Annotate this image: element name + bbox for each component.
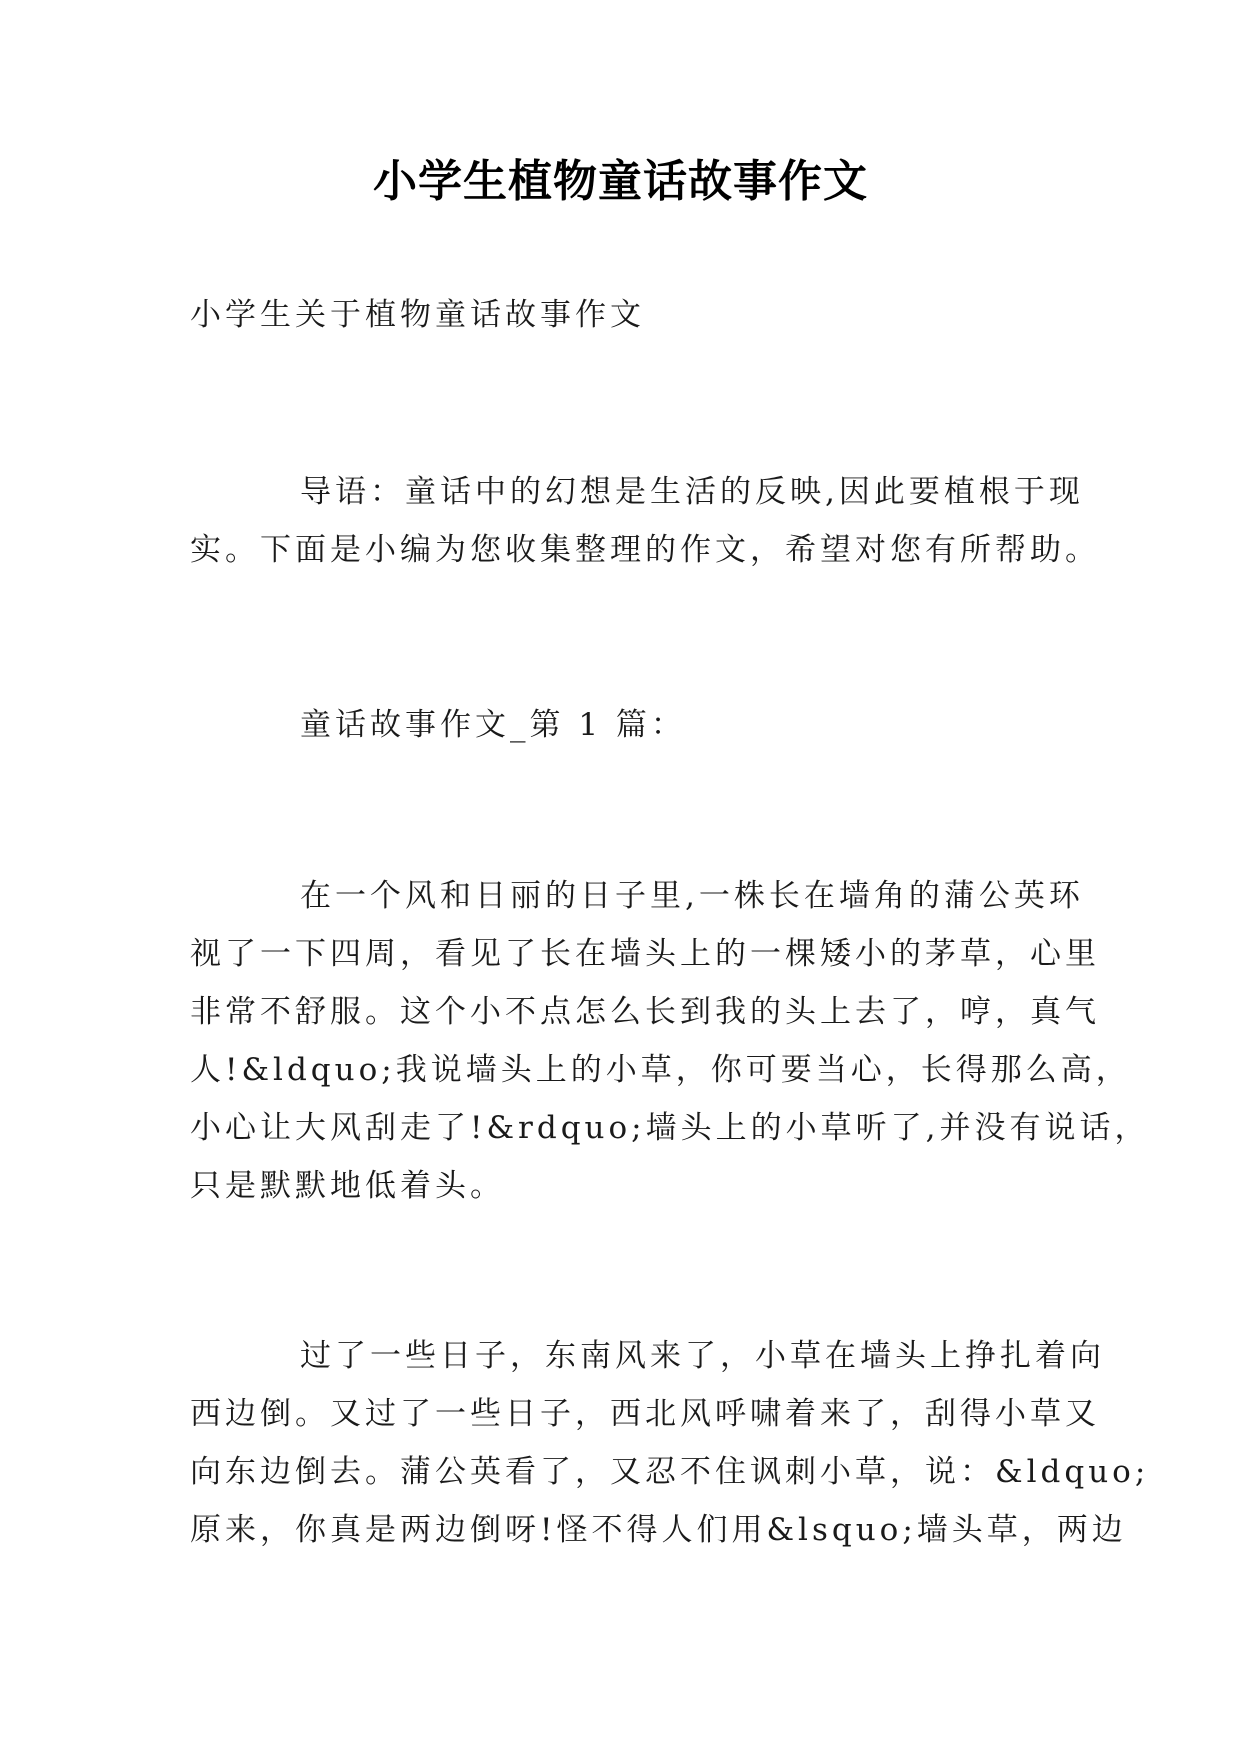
- paragraph-1-line-6: 只是默默地低着头。: [190, 1168, 505, 1204]
- subtitle-line: 小学生关于植物童话故事作文: [190, 297, 645, 333]
- paragraph-2-line-2: 西边倒。又过了一些日子，西北风呼啸着来了，刮得小草又: [190, 1396, 1100, 1432]
- paragraph-1-line-1: 在一个风和日丽的日子里,一株长在墙角的蒲公英环: [300, 878, 1084, 914]
- paragraph-1-line-5: 小心让大风刮走了!&rdquo;墙头上的小草听了,并没有说话，: [190, 1110, 1150, 1146]
- story-paragraph-2: [190, 1327, 1150, 1559]
- document-title: 小学生植物童话故事作文: [373, 156, 868, 207]
- paragraph-2-line-3: 向东边倒去。蒲公英看了，又忍不住讽刺小草，说：&ldquo;: [190, 1454, 1150, 1490]
- document-subtitle: [190, 286, 1052, 344]
- section-heading: [190, 696, 1052, 754]
- paragraph-1-line-2: 视了一下四周，看见了长在墙头上的一棵矮小的茅草，心里: [190, 936, 1100, 972]
- paragraph-1-line-3: 非常不舒服。这个小不点怎么长到我的头上去了，哼，真气: [190, 994, 1100, 1030]
- section-heading-line: 童话故事作文_第 1 篇：: [300, 707, 686, 743]
- intro-paragraph: [190, 463, 1100, 579]
- paragraph-2-line-4: 原来，你真是两边倒呀!怪不得人们用&lsquo;墙头草，两边: [190, 1512, 1127, 1548]
- intro-line-2: 实。下面是小编为您收集整理的作文，希望对您有所帮助。: [190, 532, 1100, 568]
- paragraph-2-line-1: 过了一些日子，东南风来了，小草在墙头上挣扎着向: [300, 1338, 1105, 1374]
- paragraph-1-line-4: 人!&ldquo;我说墙头上的小草，你可要当心，长得那么高，: [190, 1052, 1131, 1088]
- intro-line-1: 导语：童话中的幻想是生活的反映,因此要植根于现: [300, 474, 1084, 510]
- story-paragraph-1: [190, 867, 1150, 1215]
